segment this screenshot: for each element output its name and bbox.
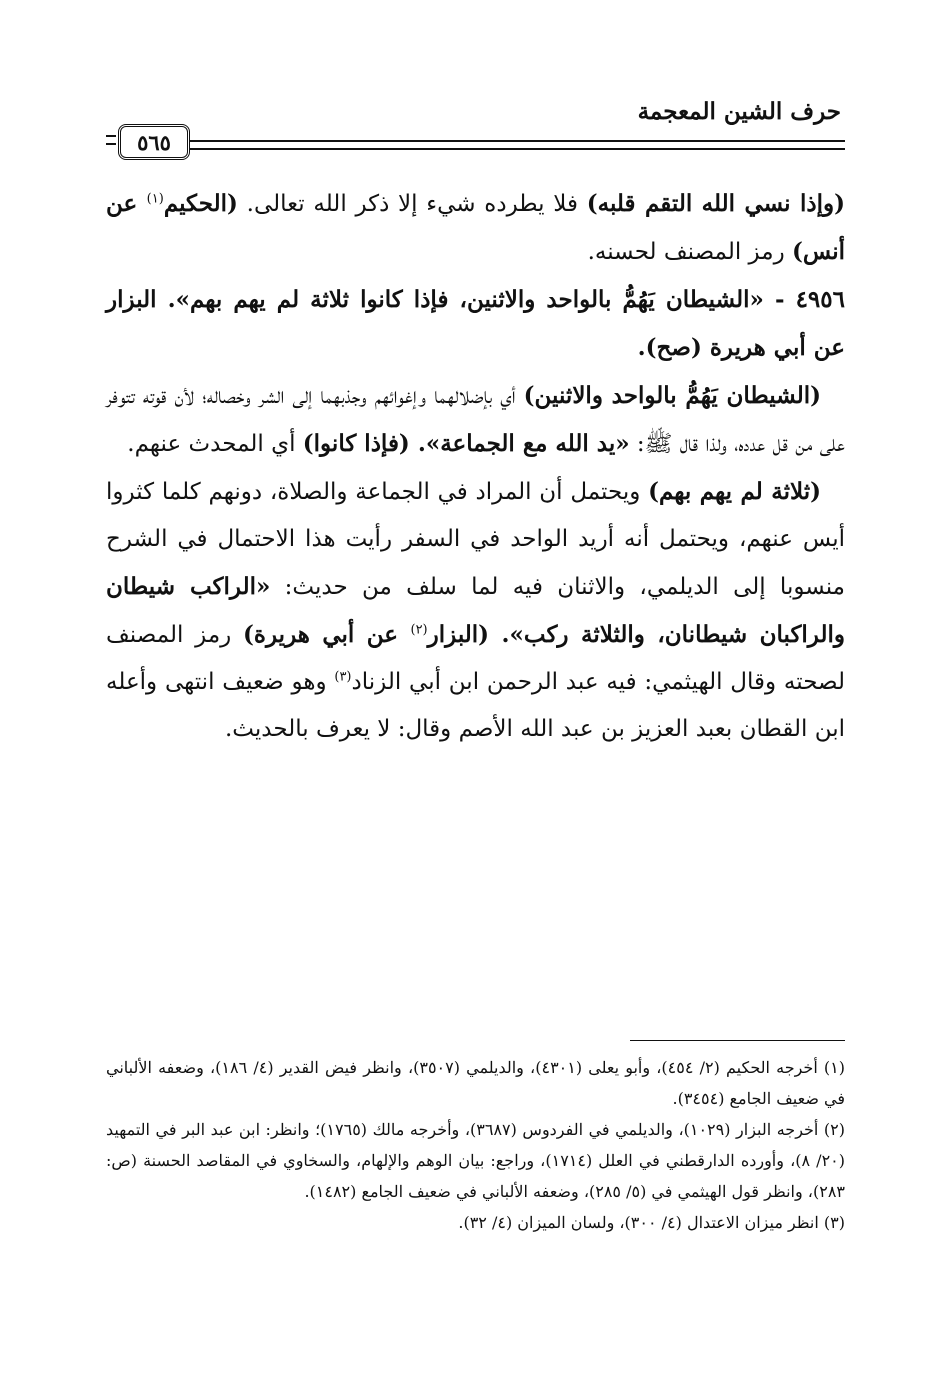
- page-number-tick: [106, 135, 116, 145]
- paragraph-1: [106, 180, 845, 276]
- quoted-hadith-phrase: (الشيطان يَهُمُّ بالواحد والاثنين): [523, 382, 821, 409]
- quoted-hadith-phrase: (ثلاثة لم يهم بهم): [648, 478, 821, 505]
- header-double-rule: [190, 140, 845, 150]
- commentary-text: رمز المصنف لصحته وقال الهيثمي: فيه عبد الرحمن ابن أبي الزناد: [106, 622, 845, 695]
- hadith-text: ٤٩٥٦ - «الشيطان يَهُمُّ بالواحد والاثنين، فإذا كانوا ثلاثة لم يهم بهم». البزار عن أبي هريرة (صح).: [106, 286, 845, 361]
- footnote-3: (٣) انظر ميزان الاعتدال (٤/ ٣٠٠)، ولسان الميزان (٤/ ٣٢).: [458, 1213, 845, 1232]
- commentary-text: أي المحدث عنهم.: [127, 431, 303, 457]
- source-reference: (البزار: [427, 621, 502, 648]
- commentary-text: وهو ضعيف انتهى وأعله ابن القطان بعبد العزيز بن عبد الله الأصم وقال: لا يعرف بالحديث.: [106, 669, 845, 742]
- quoted-hadith-phrase: «الراكب شيطان والراكبان شيطانان، والثلاثة ركب».: [106, 573, 845, 648]
- commentary-text: رمز المصنف لحسنه.: [587, 239, 792, 265]
- page-number: ٥٦٥: [137, 129, 171, 155]
- quoted-hadith-phrase: «يد الله مع الجماعة».: [417, 430, 630, 457]
- footnotes: [106, 1052, 845, 1238]
- footnote-ref-1: (١): [146, 191, 164, 207]
- source-reference: عن أنس): [106, 190, 845, 265]
- commentary-text: ويحتمل أن المراد في الجماعة والصلاة، دونهم كلما كثروا أيس عنهم، ويحتمل أنه أريد الواحد في السفر رأيت هذا الاحتمال في الشرح منسوبا إلى الديلمي، والاثنان فيه لما سلف من حديث:: [106, 479, 845, 600]
- commentary-text: أي بإضلالهما وإغوائهم وجذبهما إلى الشر وخصاله؛ لأن قوته تتوفر على من قل عدده، ولذا قال ﷺ:: [106, 383, 845, 457]
- paragraph-4: [106, 468, 845, 753]
- footnote-2: (٢) أخرجه البزار (١٠٢٩)، والديلمي في الفردوس (٣٦٨٧)، وأخرجه مالك (١٧٦٥)؛ وانظر: ابن عبد البر في التمهيد (٢٠/ ٨)، وأورده الدارقطني في العلل (١٧١٤)، وراجع: بيان الوهم والإلهام، والسخاوي في المقاصد الحسنة (ص: ٢٨٣)، وانظر قول الهيثمي في (٥/ ٢٨٥)، وضعفه الألباني في ضعيف الجامع (١٤٨٢).: [106, 1120, 845, 1201]
- source-reference: عن أبي هريرة): [243, 621, 411, 648]
- paragraph-2-hadith-4956: [106, 276, 845, 372]
- paragraph-3: [106, 372, 845, 468]
- commentary-text: فلا يطرده شيء إلا ذكر الله تعالى.: [237, 191, 587, 217]
- footnote-separator: [630, 1040, 845, 1041]
- footnote-ref-3: (٣): [334, 669, 352, 685]
- footnote-1: (١) أخرجه الحكيم (٢/ ٤٥٤)، وأبو يعلى (٤٣٠١)، والديلمي (٣٥٠٧)، وانظر فيض القدير (٤/ ١٨٦)، وضعفه الألباني في ضعيف الجامع (٣٤٥٤).: [106, 1058, 846, 1108]
- main-text: [106, 180, 845, 753]
- quoted-hadith-phrase: (فإذا كانوا): [302, 430, 418, 457]
- source-reference: (الحكيم: [163, 190, 238, 217]
- quoted-hadith-phrase: (وإذا نسي الله التقم قلبه): [586, 190, 845, 217]
- running-header-title: حرف الشين المعجمة: [637, 98, 841, 125]
- footnote-ref-2: (٢): [410, 622, 428, 638]
- page-number-frame: [118, 124, 190, 160]
